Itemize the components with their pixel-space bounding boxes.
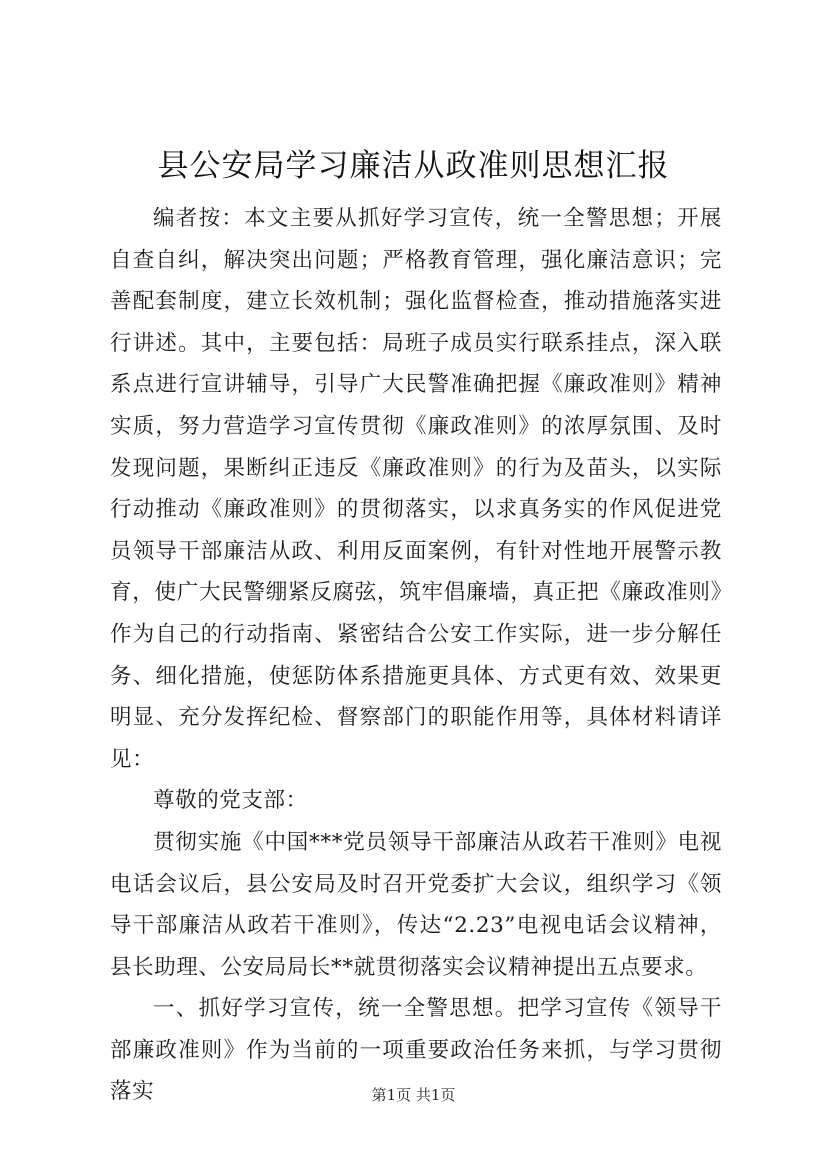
salutation-paragraph: 尊敬的党支部： — [153, 788, 308, 814]
page-footer: 第1页 共1页 — [371, 1086, 456, 1104]
body-paragraph: 贯彻实施《中国***党员领导干部廉洁从政若干准则》电视电话会议后，县公安局及时召开党委扩大会议，组织学习《领导干部廉洁从政若干准则》，传达“2.23”电视电话会议精神，县长助理、公安局局长**就贯彻落实会议精神提出五点要求。 — [110, 829, 722, 980]
document-body — [110, 198, 722, 1113]
editor-note-paragraph: 编者按：本文主要从抓好学习宣传，统一全警思想；开展自查自纠，解决突出问题；严格教育管理，强化廉洁意识；完善配套制度，建立长效机制；强化监督检查，推动措施落实进行讲述。其中，主要包括：局班子成员实行联系挂点，深入联系点进行宣讲辅导，引导广大民警准确把握《廉政准则》精神实质，努力营造学习宣传贯彻《廉政准则》的浓厚氛围、及时发现问题，果断纠正违反《廉政准则》的行为及苗头，以实际行动推动《廉政准则》的贯彻落实，以求真务实的作风促进党员领导干部廉洁从政、利用反面案例，有针对性地开展警示教育，使广大民警绷紧反腐弦，筑牢倡廉墙，真正把《廉政准则》作为自己的行动指南、紧密结合公安工作实际，进一步分解任务、细化措施，使惩防体系措施更具体、方式更有效、效果更明显、充分发挥纪检、督察部门的职能作用等，具体材料请详见： — [110, 206, 722, 772]
body-paragraph: 一、抓好学习宣传，统一全警思想。把学习宣传《领导干部廉政准则》作为当前的一项重要政治任务来抓，与学习贯彻落实 — [110, 996, 722, 1105]
document-title: 县公安局学习廉洁从政准则思想汇报 — [157, 148, 670, 184]
